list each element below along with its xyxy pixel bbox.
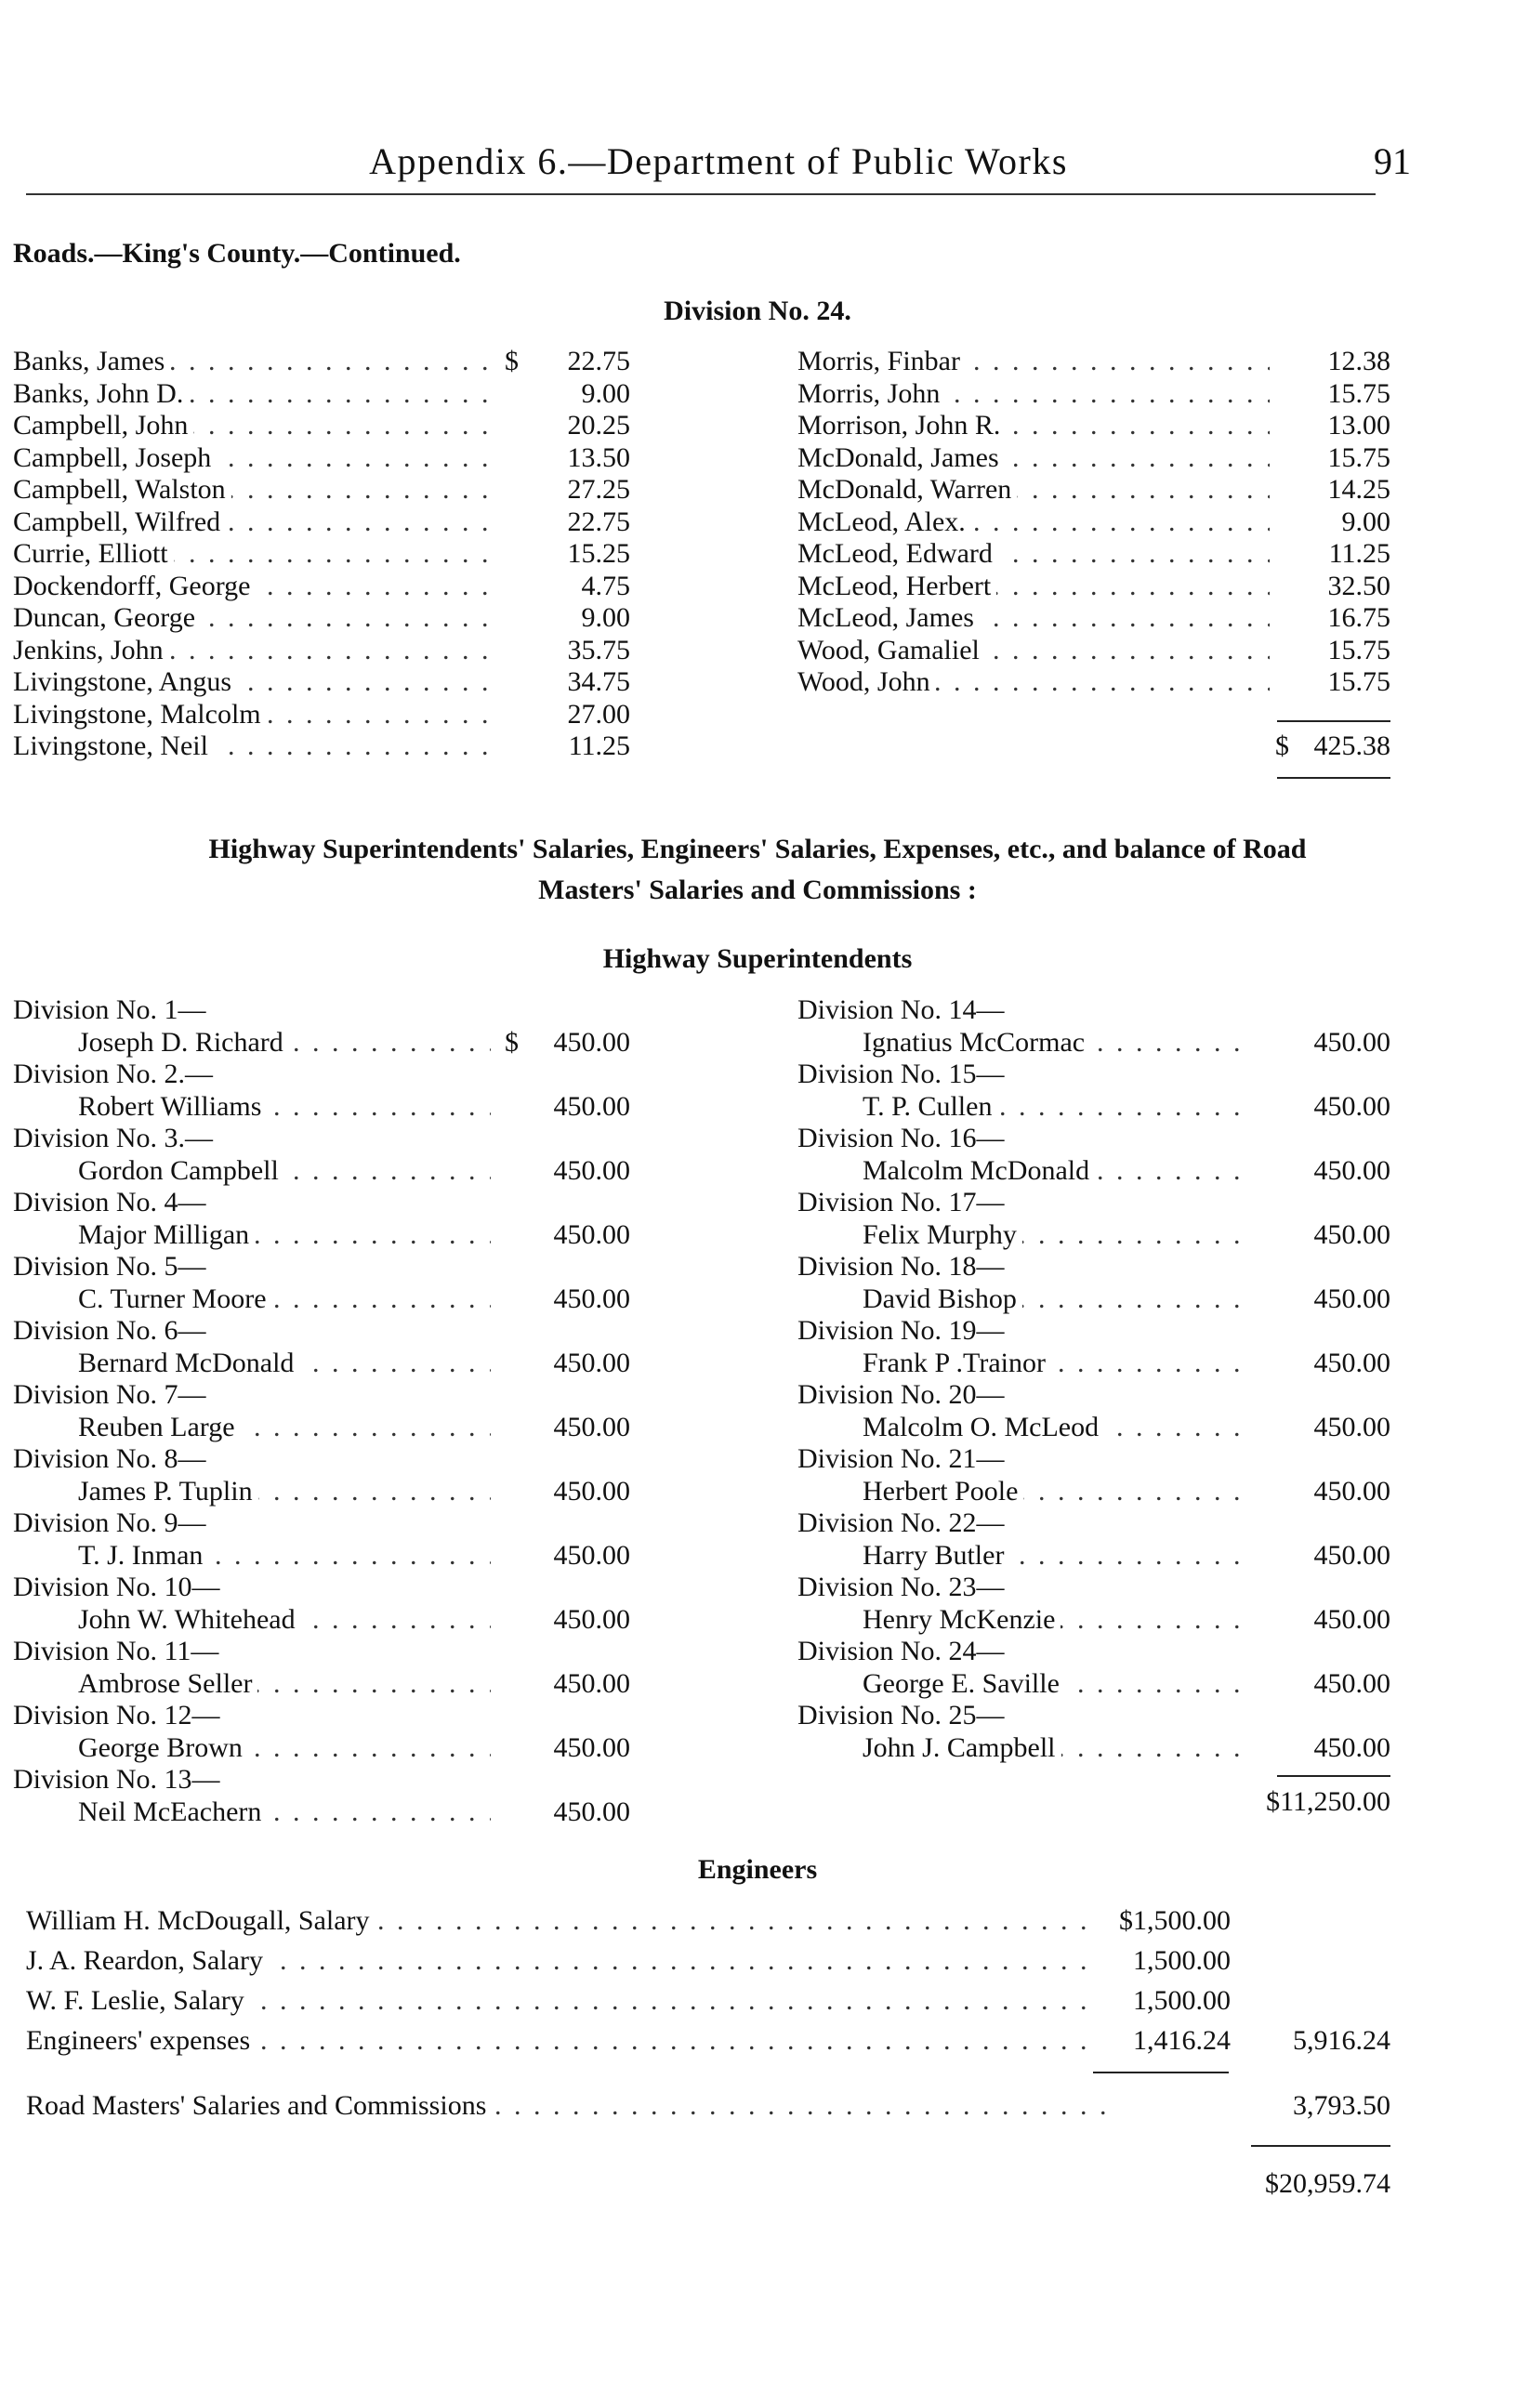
superintendent-amount: 450.00 [553,1603,630,1635]
division-label: Division No. 6— [13,1315,212,1348]
superintendent-amount: 450.00 [553,1283,630,1314]
engineers-subtotal: 5,916.24 [1293,2025,1390,2056]
superintendent-amount: 450.00 [1313,1154,1390,1186]
engineer-label: Engineers' expenses [26,2020,256,2060]
table-row [13,699,630,731]
superintendent-amount: 450.00 [553,1731,630,1763]
division-heading [797,1059,1390,1091]
division-label: Division No. 2.— [13,1059,218,1091]
division-heading [797,1187,1390,1219]
total-amount: 425.38 [1313,730,1390,761]
division-label: Division No. 13— [13,1764,226,1796]
worker-amount: 15.25 [567,538,630,569]
superintendent-name: Ambrose Seller [78,1668,257,1701]
superintendent-name: Felix Murphy [863,1219,1022,1252]
division-label: Division No. 24— [797,1636,1010,1668]
division-label: Division No. 11— [13,1636,224,1668]
division-label: Division No. 22— [797,1507,1010,1540]
engineers-title: Engineers [697,1854,818,1885]
division-heading [13,1572,630,1604]
superintendent-name: T. J. Inman [78,1540,208,1572]
superintendent-amount: 450.00 [1313,1475,1390,1507]
worker-amount: 34.75 [567,666,630,697]
division-heading [797,1443,1390,1476]
superintendent-amount: 450.00 [553,1218,630,1250]
superintendent-amount: 450.00 [1313,1218,1390,1250]
superintendent-name: Joseph D. Richard [78,1027,289,1059]
worker-name: Morris, John [797,378,945,411]
table-row [13,410,630,442]
table-row [13,378,630,411]
superintendent-name: George Brown [78,1732,248,1765]
currency-sign: $ [505,346,519,376]
worker-amount: 22.75 [567,346,630,376]
division-heading [13,1443,630,1476]
table-row [78,1091,630,1124]
division-24-total-rule [1277,720,1390,722]
division-label: Division No. 10— [13,1572,226,1604]
worker-name: Livingstone, Malcolm [13,699,267,731]
table-row [863,1540,1390,1572]
division-label: Division No. 25— [797,1700,1010,1732]
worker-amount: 12.38 [1327,346,1390,376]
superintendent-name: Henry McKenzie [863,1604,1060,1637]
table-row [797,378,1390,411]
engineer-amount: 1,416.24 [1133,2025,1231,2056]
superintendent-name: David Bishop [863,1283,1022,1316]
worker-amount: 4.75 [581,570,630,601]
superintendent-amount: 450.00 [1313,1603,1390,1635]
superintendent-name: Harry Butler [863,1540,1009,1572]
table-row [78,1732,630,1765]
grand-total: $20,959.74 [1265,2168,1390,2199]
worker-amount: 22.75 [567,506,630,537]
table-row [78,1476,630,1508]
engineer-amount: 1,500.00 [1133,1985,1231,2016]
total-currency: $ [1275,730,1289,761]
table-row [78,1219,630,1252]
worker-name: McLeod, Alex. [797,507,971,539]
division-heading [13,1507,630,1540]
table-row [78,1668,630,1701]
superintendents-right-list [797,994,1390,1764]
table-row [797,602,1390,635]
superintendent-amount: 450.00 [553,1411,630,1442]
worker-name: McDonald, James [797,442,1005,475]
road-masters-amount: 3,793.50 [1293,2090,1390,2121]
superintendent-amount: 450.00 [553,1796,630,1827]
superintendent-name: Gordon Campbell [78,1155,284,1188]
division-label: Division No. 21— [797,1443,1010,1476]
division-heading [13,1123,630,1155]
division-heading [13,1059,630,1091]
worker-amount: 35.75 [567,634,630,665]
division-24-right-list [797,346,1390,699]
table-row [26,2020,1390,2060]
table-row [13,571,630,603]
superintendents-left-list [13,994,630,1828]
division-label: Division No. 8— [13,1443,212,1476]
engineer-amount: 1,500.00 [1133,1945,1231,1976]
superintendent-amount: 450.00 [553,1539,630,1571]
division-heading [797,1700,1390,1732]
superintendent-name: Malcolm McDonald [863,1155,1095,1188]
worker-name: McLeod, James [797,602,980,635]
superintendent-amount: 450.00 [1313,1411,1390,1442]
division-24-left-list [13,346,630,763]
worker-amount: 11.25 [1328,538,1390,569]
division-label: Division No. 1— [13,994,212,1027]
table-row [78,1796,630,1829]
superintendent-name: Major Milligan [78,1219,255,1252]
division-label: Division No. 20— [797,1379,1010,1412]
section-title: Roads.—King's County.—Continued. [13,238,461,269]
superintendent-name: John W. Whitehead [78,1604,301,1637]
superintendent-name: C. Turner Moore [78,1283,272,1316]
division-heading [13,1764,630,1796]
worker-name: Wood, Gamaliel [797,635,985,667]
superintendent-name: Frank P .Trainor [863,1348,1051,1380]
table-row [78,1348,630,1380]
table-row [13,346,630,378]
table-row [26,1980,1390,2020]
division-24-title: Division No. 24. [664,296,851,326]
worker-amount: 9.00 [581,602,630,633]
worker-amount: 15.75 [1327,377,1390,409]
worker-name: Campbell, Walston [13,474,231,507]
worker-amount: 13.50 [567,441,630,473]
division-heading [13,1315,630,1348]
worker-name: Campbell, Joseph [13,442,217,475]
division-label: Division No. 4— [13,1187,212,1219]
table-row [797,442,1390,475]
division-heading [13,1251,630,1283]
division-24-total [1275,730,1390,763]
superintendent-amount: 450.00 [1313,1539,1390,1571]
worker-name: Campbell, Wilfred [13,507,226,539]
table-row [13,474,630,507]
salaries-heading-line2: Masters' Salaries and Commissions : [538,875,977,905]
division-heading [797,1123,1390,1155]
table-row [863,1155,1390,1188]
salaries-heading-line1: Highway Superintendents' Salaries, Engineers' Salaries, Expenses, etc., and balance of Road [208,834,1307,864]
table-row [863,1476,1390,1508]
table-row [78,1027,630,1059]
superintendent-amount: 450.00 [1313,1667,1390,1699]
engineer-label: William H. McDougall, Salary [26,1901,375,1941]
table-row [797,571,1390,603]
table-row [26,1941,1390,1980]
worker-amount: 15.75 [1327,634,1390,665]
superintendent-amount: 450.00 [1313,1090,1390,1122]
superintendent-amount: 450.00 [553,1347,630,1378]
division-label: Division No. 15— [797,1059,1010,1091]
superintendent-name: Neil McEachern [78,1796,267,1829]
table-row [797,666,1390,699]
division-heading [797,1507,1390,1540]
superintendent-amount: 450.00 [553,1667,630,1699]
superintendent-amount: 450.00 [1313,1026,1390,1058]
engineer-label: J. A. Reardon, Salary [26,1941,269,1980]
table-row [797,346,1390,378]
superintendent-name: Robert Williams [78,1091,267,1124]
worker-name: Currie, Elliott [13,538,174,571]
engineer-amount: $1,500.00 [1119,1905,1231,1936]
worker-name: Morris, Finbar [797,346,966,378]
table-row [863,1219,1390,1252]
division-heading [797,1315,1390,1348]
table-row [797,474,1390,507]
table-row [863,1027,1390,1059]
superintendent-name: Malcolm O. McLeod [863,1412,1104,1444]
engineer-label: W. F. Leslie, Salary [26,1980,250,2020]
division-heading [797,1251,1390,1283]
table-row [13,602,630,635]
worker-name: Banks, John D. [13,378,189,411]
superintendent-name: Bernard McDonald [78,1348,299,1380]
superintendents-title: Highway Superintendents [602,943,913,974]
grand-total-rule [1251,2145,1390,2147]
table-row [863,1668,1390,1701]
table-row [797,538,1390,571]
table-row [26,1901,1390,1941]
worker-amount: 32.50 [1327,570,1390,601]
worker-amount: 13.00 [1327,410,1390,441]
division-label: Division No. 16— [797,1123,1010,1155]
superintendent-name: James P. Tuplin [78,1476,258,1508]
superintendent-name: Ignatius McCormac [863,1027,1090,1059]
superintendent-amount: 450.00 [553,1475,630,1507]
worker-name: McLeod, Herbert [797,571,996,603]
superintendent-name: T. P. Cullen [863,1091,997,1124]
running-title: Appendix 6.—Department of Public Works [369,140,1068,182]
worker-name: Livingstone, Neil [13,730,214,763]
division-heading [13,1187,630,1219]
worker-name: Duncan, George [13,602,201,635]
running-header [26,139,1411,186]
worker-name: Campbell, John [13,410,193,442]
worker-name: Jenkins, John [13,635,169,667]
table-row [78,1283,630,1316]
superintendent-amount: 450.00 [1313,1283,1390,1314]
table-row [797,635,1390,667]
table-row [863,1604,1390,1637]
table-row [13,666,630,699]
division-label: Division No. 12— [13,1700,226,1732]
division-24-double-rule [1277,777,1390,779]
division-label: Division No. 23— [797,1572,1010,1604]
division-label: Division No. 19— [797,1315,1010,1348]
currency-sign: $ [505,1026,519,1058]
division-label: Division No. 3.— [13,1123,218,1155]
worker-amount: 20.25 [567,410,630,441]
worker-amount: 9.00 [1341,506,1390,537]
table-row [13,442,630,475]
header-rule [26,193,1376,195]
table-row [13,507,630,539]
worker-name: Wood, John [797,666,936,699]
worker-amount: 27.25 [567,474,630,505]
division-heading [13,994,630,1027]
division-label: Division No. 9— [13,1507,212,1540]
superintendent-amount: 450.00 [553,1090,630,1122]
table-row [797,410,1390,442]
superintendent-amount: 450.00 [1313,1731,1390,1763]
worker-amount: 15.75 [1327,666,1390,697]
table-row [863,1348,1390,1380]
division-label: Division No. 7— [13,1379,212,1412]
table-row [863,1283,1390,1316]
page-number: 91 [1374,140,1411,182]
table-row [78,1155,630,1188]
table-row [78,1412,630,1444]
worker-name: Livingstone, Angus [13,666,237,699]
road-masters-row [26,2090,1390,2123]
worker-name: McLeod, Edward [797,538,998,571]
superintendent-amount: 450.00 [553,1154,630,1186]
worker-amount: 15.75 [1327,441,1390,473]
superintendent-name: John J. Campbell [863,1732,1061,1765]
superintendents-total-rule [1277,1775,1390,1777]
division-label: Division No. 18— [797,1251,1010,1283]
superintendent-name: Herbert Poole [863,1476,1023,1508]
table-row [13,635,630,667]
worker-amount: 14.25 [1327,474,1390,505]
worker-name: Dockendorff, George [13,571,256,603]
superintendent-amount: 450.00 [1313,1347,1390,1378]
table-row [78,1540,630,1572]
worker-name: McDonald, Warren [797,474,1017,507]
worker-name: Banks, James [13,346,170,378]
superintendent-name: George E. Saville [863,1668,1065,1701]
table-row [13,538,630,571]
table-row [863,1091,1390,1124]
engineers-list [26,1901,1390,2060]
division-heading [13,1379,630,1412]
road-masters-label: Road Masters' Salaries and Commissions [26,2090,492,2123]
division-heading [13,1636,630,1668]
table-row [13,730,630,763]
engineers-subtotal-rule [1093,2072,1229,2073]
worker-amount: 16.75 [1327,602,1390,633]
worker-amount: 9.00 [581,377,630,409]
superintendents-total: $11,250.00 [1266,1786,1390,1817]
table-row [78,1604,630,1637]
superintendent-name: Reuben Large [78,1412,241,1444]
division-heading [797,1636,1390,1668]
table-row [863,1412,1390,1444]
division-label: Division No. 14— [797,994,1010,1027]
table-row [863,1732,1390,1765]
worker-name: Morrison, John R. [797,410,1006,442]
division-heading [797,1572,1390,1604]
division-label: Division No. 17— [797,1187,1010,1219]
division-label: Division No. 5— [13,1251,212,1283]
worker-amount: 11.25 [568,730,630,761]
division-heading [13,1700,630,1732]
table-row [797,507,1390,539]
worker-amount: 27.00 [567,698,630,730]
division-heading [797,994,1390,1027]
superintendent-amount: 450.00 [553,1026,630,1058]
division-heading [797,1379,1390,1412]
